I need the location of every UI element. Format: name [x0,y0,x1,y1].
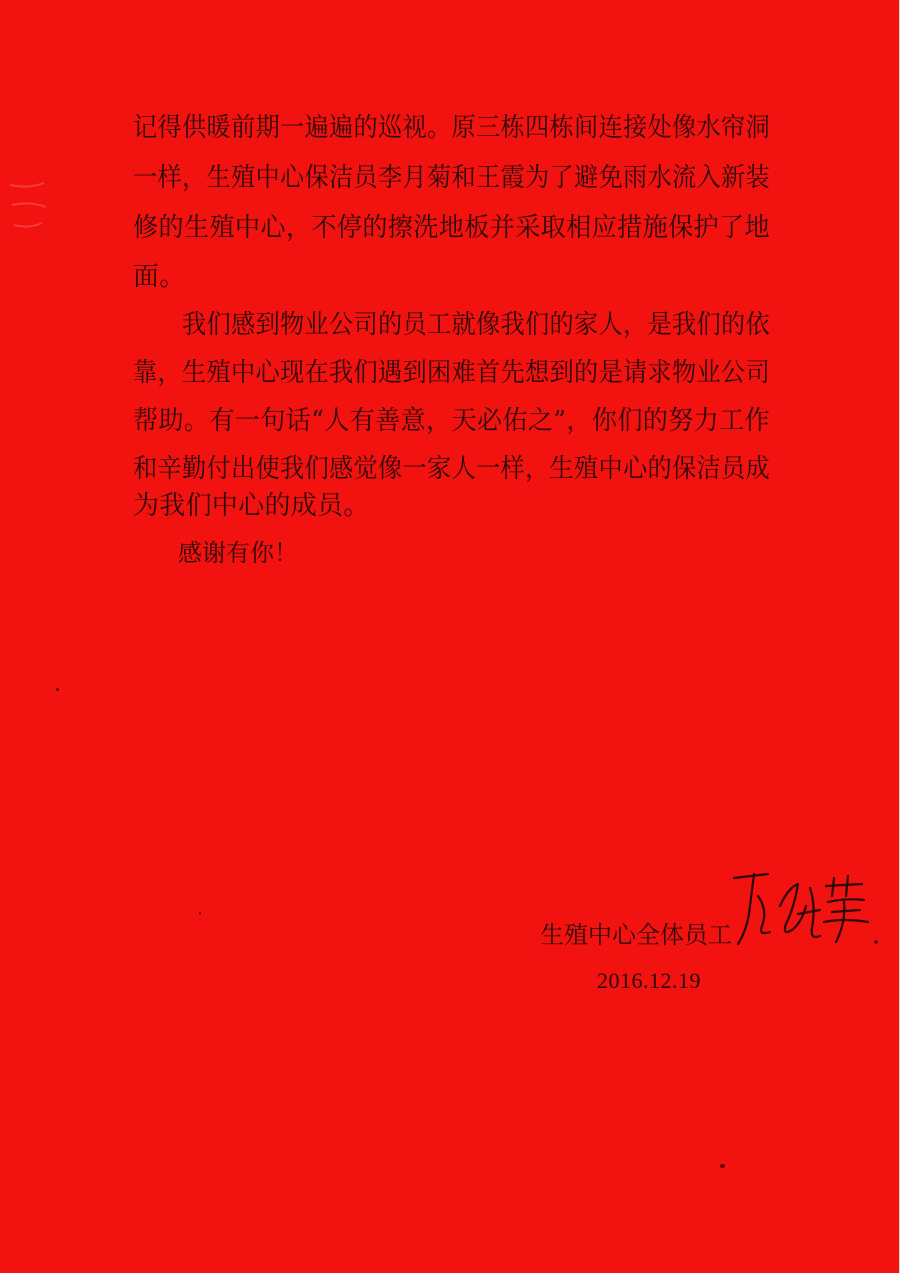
handwritten-signature [728,866,880,956]
letter-date: 2016.12.19 [597,968,701,993]
signer-label: 生殖中心全体员工 [540,921,732,949]
body-line-3: 修的生殖中心，不停的擦洗地板并采取相应措施保护了地 [133,213,771,243]
body-line-6: 靠，生殖中心现在我们遇到困难首先想到的是请求物业公司 [133,358,770,388]
body-line-7: 帮助。有一句话“人有善意，天必佑之”，你们的努力工作 [133,406,770,436]
scan-speck [56,688,59,691]
closing-line: 感谢有你！ [178,539,298,567]
body-line-2: 一样，生殖中心保洁员李月菊和王霞为了避免雨水流入新装 [133,163,770,193]
scan-fold-mark [8,175,48,235]
body-line-4: 面。 [133,262,186,292]
body-line-5: 我们感到物业公司的员工就像我们的家人，是我们的依 [133,310,770,340]
body-line-8: 和辛勤付出使我们感觉像一家人一样，生殖中心的保洁员成 [133,454,770,484]
body-line-1: 记得供暖前期一遍遍的巡视。原三栋四栋间连接处像水帘洞 [133,113,770,143]
scan-speck [199,912,201,914]
scan-speck [720,1164,725,1168]
signature-block [540,866,880,996]
body-line-9: 为我们中心的成员。 [133,491,370,521]
